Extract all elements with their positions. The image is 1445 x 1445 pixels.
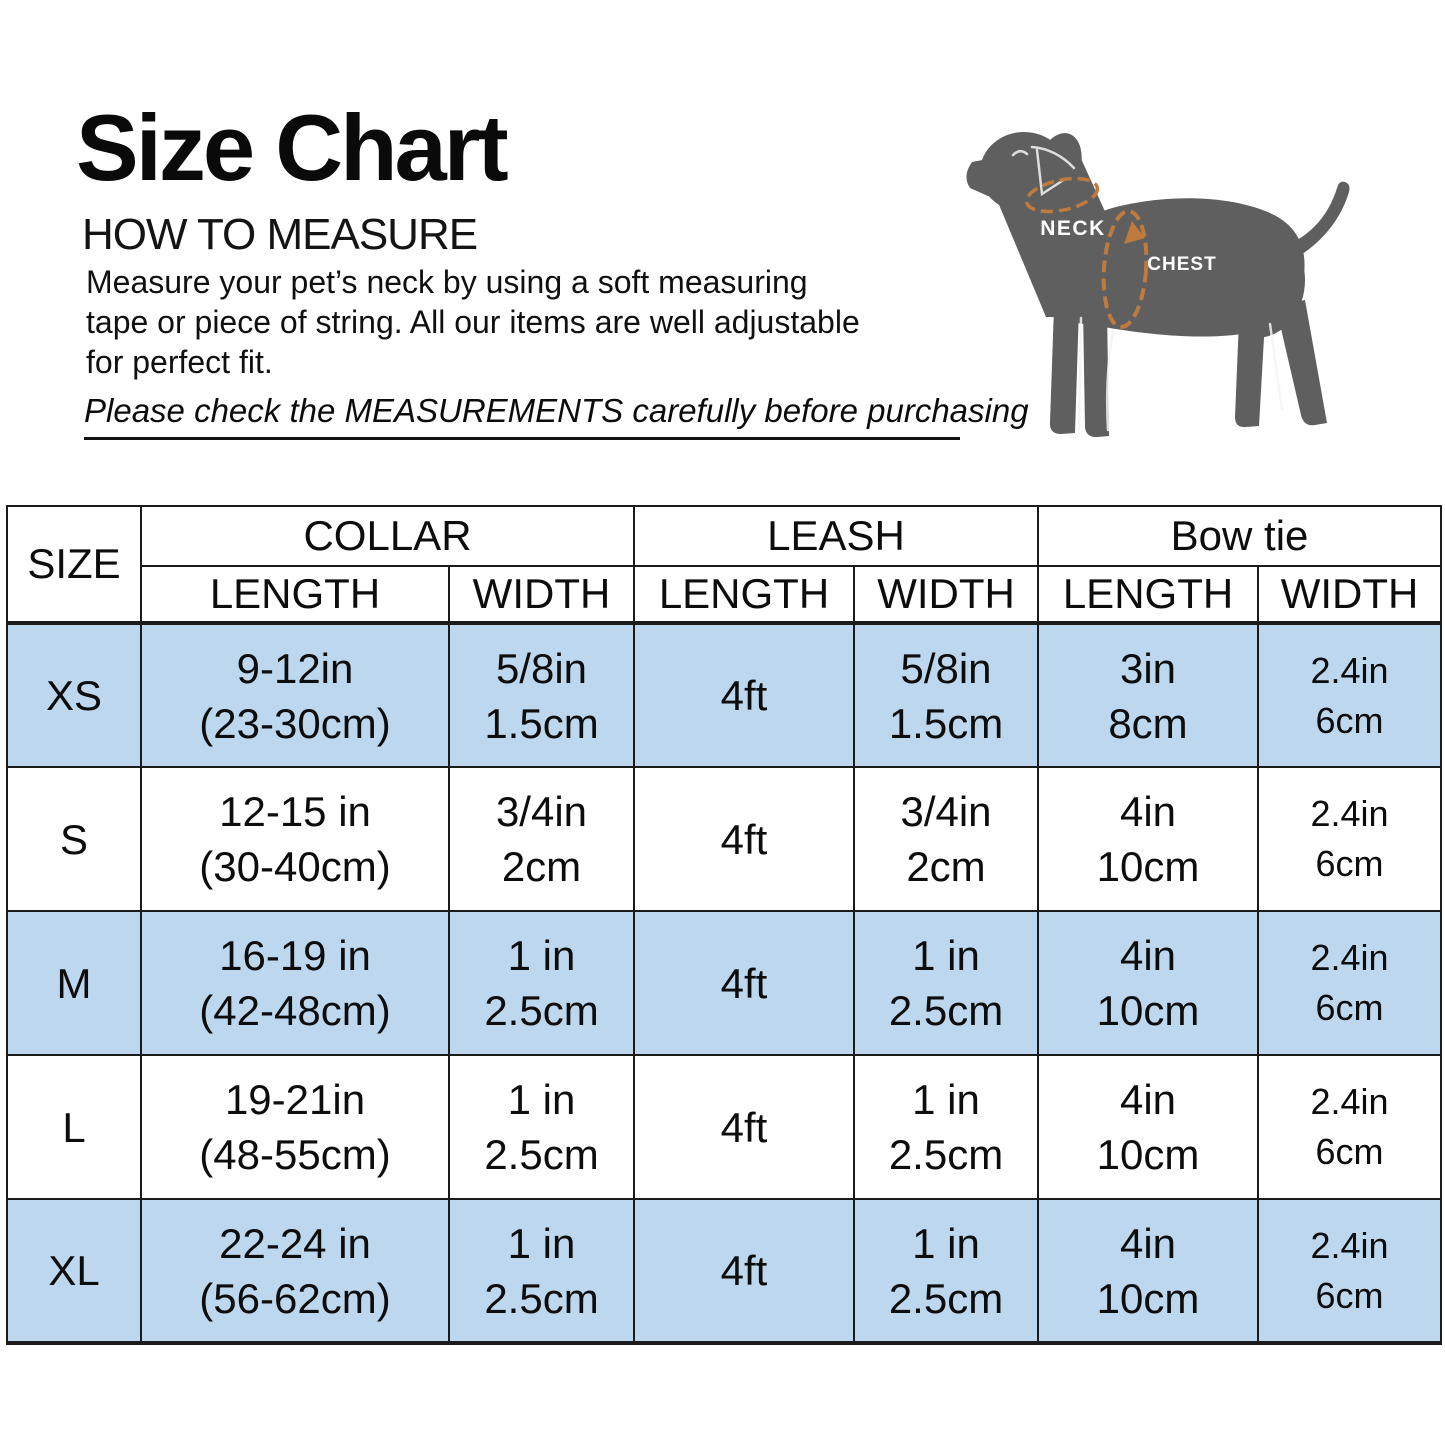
table-row-m xyxy=(7,911,1441,1055)
cell-line: 10cm xyxy=(1096,1131,1200,1178)
cell-line: 6cm xyxy=(1315,699,1384,741)
cell-line: 1 in xyxy=(912,1219,980,1267)
page-title: Size Chart xyxy=(76,95,506,200)
bowtie-length-cell xyxy=(1038,911,1258,1055)
cell-line: 5/8in xyxy=(495,644,588,692)
leash-length-header: LENGTH xyxy=(634,566,854,623)
size-table xyxy=(6,505,1442,1345)
table-row-xl xyxy=(7,1199,1441,1343)
bowtie-length-cell xyxy=(1038,767,1258,911)
cell-line: 4ft xyxy=(720,672,768,719)
cell-line: 16-19 in xyxy=(219,932,371,979)
cell-line: 1 in xyxy=(507,1219,576,1267)
cell-line: 1 in xyxy=(507,932,576,979)
collar-width-cell xyxy=(449,623,634,767)
table-row-xs xyxy=(7,623,1441,767)
shoulder-line xyxy=(1107,330,1113,430)
cell-line: 12-15 in xyxy=(219,788,371,835)
size-table-header xyxy=(7,506,1441,623)
collar-length-header: LENGTH xyxy=(141,566,449,623)
dog-rear-leg-near xyxy=(1276,300,1327,425)
size-cell: M xyxy=(7,911,141,1055)
collar-length-cell xyxy=(141,911,449,1055)
cell-line: 9-12in xyxy=(236,644,354,692)
bowtie-group-header: Bow tie xyxy=(1038,506,1441,566)
cell-line: 1.5cm xyxy=(888,699,1004,747)
cell-line: 2.4in xyxy=(1310,1081,1389,1122)
table-row-l xyxy=(7,1055,1441,1199)
neck-label: NECK xyxy=(1040,217,1106,240)
rear-leg-line xyxy=(1270,324,1282,410)
cell-line: 1.5cm xyxy=(484,699,599,747)
cell-line: 2.5cm xyxy=(888,1274,1004,1322)
collar-length-cell xyxy=(141,767,449,911)
cell-line: 1 in xyxy=(507,1076,576,1123)
cell-line: 4in xyxy=(1119,1219,1177,1267)
cell-line: 2.5cm xyxy=(888,1131,1004,1178)
bowtie-width-cell xyxy=(1258,767,1441,911)
leash-length-cell xyxy=(634,911,854,1055)
instructions-line-1: Measure your pet’s neck by using a soft measuring xyxy=(86,264,808,300)
bowtie-width-cell xyxy=(1258,911,1441,1055)
collar-width-cell xyxy=(449,1199,634,1343)
cell-line: 2.5cm xyxy=(484,1274,599,1322)
cell-line: 2.4in xyxy=(1310,937,1389,978)
cell-line: 2.4in xyxy=(1310,1224,1389,1266)
cell-line: 3in xyxy=(1119,644,1177,692)
bowtie-length-cell xyxy=(1038,1055,1258,1199)
bowtie-width-cell xyxy=(1258,1055,1441,1199)
bowtie-length-cell xyxy=(1038,1199,1258,1343)
how-to-measure-heading: HOW TO MEASURE xyxy=(82,210,478,259)
size-cell: XL xyxy=(7,1199,141,1343)
cell-line: 2.4in xyxy=(1310,649,1389,691)
measurement-note: Please check the MEASUREMENTS carefully before purchasing xyxy=(84,392,960,440)
size-table-body xyxy=(7,623,1441,1343)
leash-width-cell xyxy=(854,767,1038,911)
cell-line: 4in xyxy=(1119,932,1177,979)
collar-length-cell xyxy=(141,1055,449,1199)
bowtie-width-cell xyxy=(1258,623,1441,767)
leash-length-cell xyxy=(634,1199,854,1343)
cell-line: 5/8in xyxy=(900,644,992,692)
cell-line: 8cm xyxy=(1108,699,1188,747)
dog-tail xyxy=(1285,182,1350,259)
header-sub-row xyxy=(7,566,1441,623)
cell-line: 2.4in xyxy=(1310,793,1389,834)
measure-instructions xyxy=(86,262,860,382)
cell-line: 10cm xyxy=(1096,987,1200,1034)
collar-length-cell xyxy=(141,623,449,767)
cell-line: 6cm xyxy=(1315,1131,1384,1172)
leash-width-header: WIDTH xyxy=(854,566,1038,623)
bowtie-length-cell xyxy=(1038,623,1258,767)
collar-width-cell xyxy=(449,767,634,911)
dog-front-leg-near xyxy=(1050,307,1079,434)
cell-line: 22-24 in xyxy=(219,1219,371,1267)
cell-line: 6cm xyxy=(1315,987,1384,1028)
size-cell: L xyxy=(7,1055,141,1199)
cell-line: 4ft xyxy=(720,1247,768,1294)
cell-line: 3/4in xyxy=(495,788,588,835)
cell-line: 4ft xyxy=(720,815,768,863)
cell-line: 2.5cm xyxy=(484,987,599,1034)
bowtie-width-cell xyxy=(1258,1199,1441,1343)
cell-line: 4in xyxy=(1119,1076,1177,1123)
cell-line: 6cm xyxy=(1315,1274,1384,1316)
leash-length-cell xyxy=(634,1055,854,1199)
leash-group-header: LEASH xyxy=(634,506,1038,566)
dog-rear-leg-far xyxy=(1235,320,1265,427)
cell-line: 4ft xyxy=(720,1103,768,1151)
cell-line: 1 in xyxy=(912,1076,980,1123)
cell-line: (30-40cm) xyxy=(199,843,391,890)
cell-line: 4ft xyxy=(720,959,768,1007)
hero-section xyxy=(0,0,1445,505)
cell-line: 10cm xyxy=(1096,843,1200,890)
cell-line: 2cm xyxy=(906,843,986,890)
cell-line: 1 in xyxy=(912,932,980,979)
cell-line: 6cm xyxy=(1315,843,1384,884)
leash-length-cell xyxy=(634,623,854,767)
leash-width-cell xyxy=(854,911,1038,1055)
cell-line: 4in xyxy=(1119,788,1177,835)
instructions-line-2: tape or piece of string. All our items are well adjustable xyxy=(86,304,860,340)
cell-line: (56-62cm) xyxy=(199,1274,391,1322)
size-column-header: SIZE xyxy=(7,506,141,623)
cell-line: 3/4in xyxy=(900,788,992,835)
chest-label: CHEST xyxy=(1147,254,1217,275)
cell-line: 19-21in xyxy=(224,1076,366,1123)
dog-front-leg-far xyxy=(1083,310,1109,437)
dog-measure-diagram xyxy=(958,92,1440,464)
size-cell: S xyxy=(7,767,141,911)
collar-group-header: COLLAR xyxy=(141,506,634,566)
cell-line: 10cm xyxy=(1096,1274,1200,1322)
leash-width-cell xyxy=(854,1055,1038,1199)
leash-length-cell xyxy=(634,767,854,911)
cell-line: (42-48cm) xyxy=(199,987,391,1034)
table-row-s xyxy=(7,767,1441,911)
leash-width-cell xyxy=(854,1199,1038,1343)
cell-line: 2.5cm xyxy=(484,1131,599,1178)
collar-length-cell xyxy=(141,1199,449,1343)
cell-line: 2.5cm xyxy=(888,987,1004,1034)
leash-width-cell xyxy=(854,623,1038,767)
cell-line: (48-55cm) xyxy=(199,1131,391,1178)
header-group-row xyxy=(7,506,1441,566)
instructions-line-3: for perfect fit. xyxy=(86,344,273,380)
size-cell: XS xyxy=(7,623,141,767)
cell-line: 2cm xyxy=(501,843,582,890)
front-leg-line xyxy=(1079,318,1081,430)
dog-diagram-svg xyxy=(958,92,1440,464)
collar-width-cell xyxy=(449,911,634,1055)
collar-width-cell xyxy=(449,1055,634,1199)
dog-silhouette xyxy=(966,127,1349,437)
cell-line: (23-30cm) xyxy=(199,699,391,747)
collar-width-header: WIDTH xyxy=(449,566,634,623)
bowtie-width-header: WIDTH xyxy=(1258,566,1441,623)
bowtie-length-header: LENGTH xyxy=(1038,566,1258,623)
